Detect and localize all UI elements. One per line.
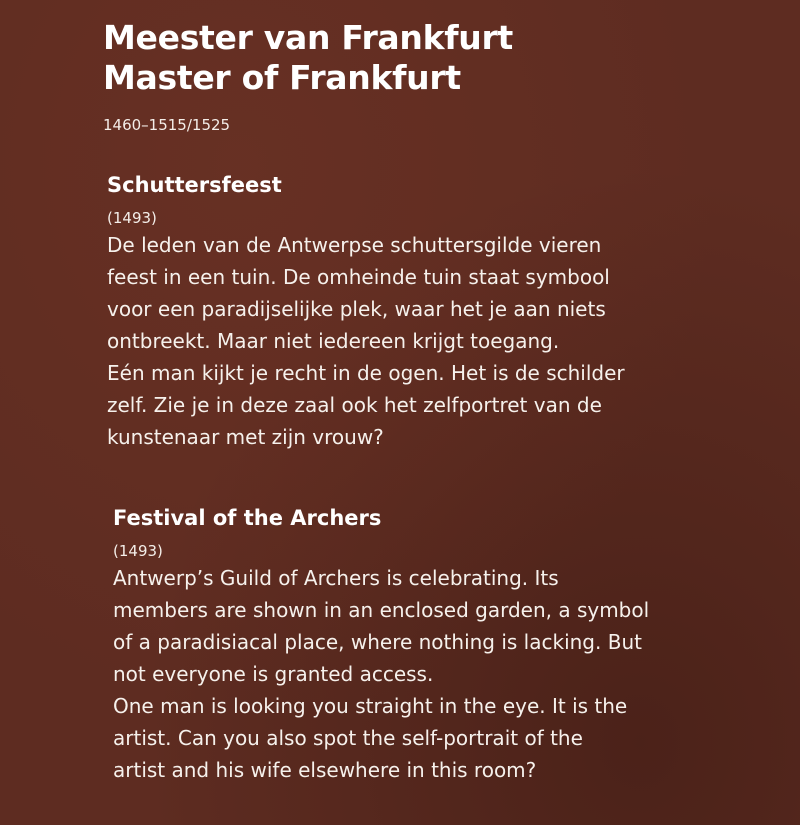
description-line: ontbreekt. Maar niet iedereen krijgt toegang. (107, 329, 560, 353)
english-section (113, 505, 753, 786)
description-english (113, 562, 753, 786)
artwork-title-dutch: Schuttersfeest (107, 173, 282, 197)
artist-dates: 1460–1515/1525 (103, 116, 231, 134)
artist-name-english: Master of Frankfurt (103, 58, 461, 97)
description-line: feest in een tuin. De omheinde tuin staat symbool (107, 265, 610, 289)
description-line: members are shown in an enclosed garden, a symbol (113, 598, 650, 622)
description-line: Eén man kijkt je recht in de ogen. Het is de schilder (107, 361, 625, 385)
artist-name-dutch: Meester van Frankfurt (103, 18, 513, 57)
description-line: zelf. Zie je in deze zaal ook het zelfportret van de (107, 393, 602, 417)
description-line: artist. Can you also spot the self-portrait of the (113, 726, 583, 750)
description-dutch (107, 229, 747, 453)
artwork-title-english: Festival of the Archers (113, 506, 382, 530)
description-line: not everyone is granted access. (113, 662, 434, 686)
artwork-year-english: (1493) (113, 542, 163, 560)
description-line: voor een paradijselijke plek, waar het je aan niets (107, 297, 606, 321)
description-line: kunstenaar met zijn vrouw? (107, 425, 384, 449)
artwork-year-dutch: (1493) (107, 209, 157, 227)
dutch-section (107, 172, 747, 453)
description-line: One man is looking you straight in the eye. It is the (113, 694, 628, 718)
artist-header (103, 18, 513, 134)
description-line: De leden van de Antwerpse schuttersgilde vieren (107, 233, 602, 257)
description-line: artist and his wife elsewhere in this room? (113, 758, 537, 782)
description-line: of a paradisiacal place, where nothing is lacking. But (113, 630, 642, 654)
description-line: Antwerp’s Guild of Archers is celebrating. Its (113, 566, 559, 590)
